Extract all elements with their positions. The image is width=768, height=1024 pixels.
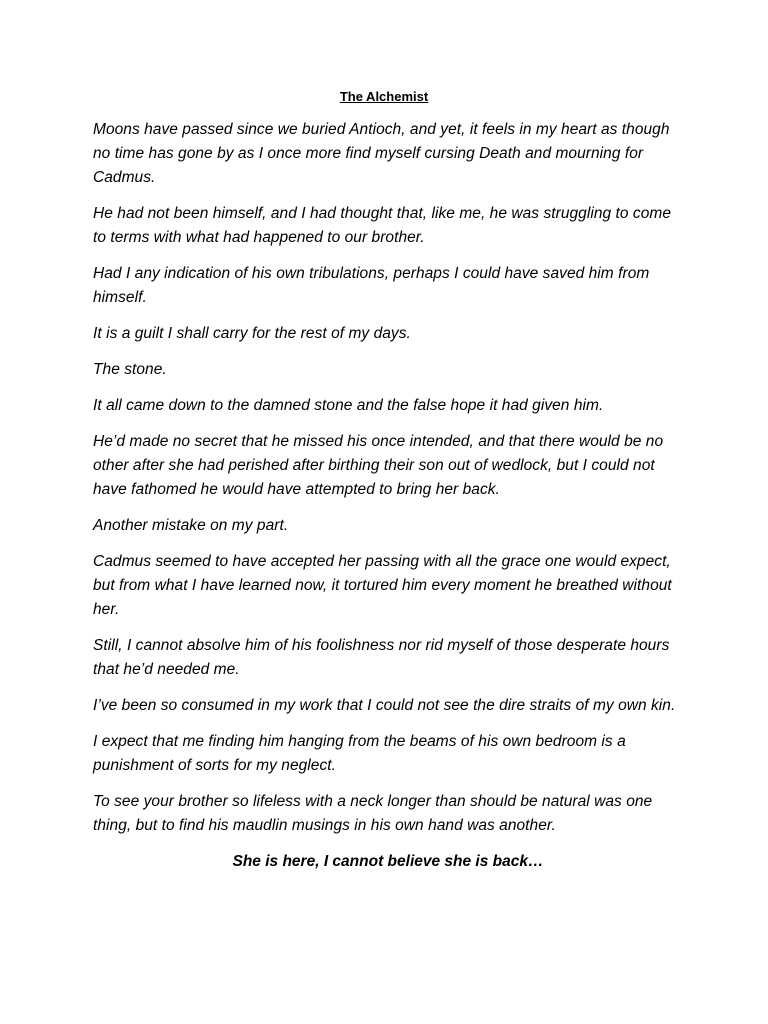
paragraph: The stone. [93,361,167,378]
paragraph: It is a guilt I shall carry for the rest of my days. [93,325,411,342]
paragraph: Had I any indication of his own tribulations, perhaps I could have saved him from himself. [93,265,650,306]
paragraph: Cadmus seemed to have accepted her passing with all the grace one would expect, but from what I have learned now, it tortured him every moment he breathed without her. [93,553,672,618]
document-body [93,118,683,874]
paragraph: Moons have passed since we buried Antioch, and yet, it feels in my heart as though no time has gone by as I once more find myself cursing Death and mourning for Cadmus. [93,121,670,186]
paragraph: Another mistake on my part. [93,517,289,534]
paragraph: It all came down to the damned stone and the false hope it had given him. [93,397,604,414]
paragraph: He had not been himself, and I had thought that, like me, he was struggling to come to terms with what had happened to our brother. [93,205,671,246]
paragraph: I expect that me finding him hanging from the beams of his own bedroom is a punishment of sorts for my neglect. [93,733,626,774]
document-title: The Alchemist [339,89,429,104]
paragraph: To see your brother so lifeless with a neck longer than should be natural was one thing, but to find his maudlin musings in his own hand was another. [93,793,653,834]
paragraph: Still, I cannot absolve him of his foolishness nor rid myself of those desperate hours that he’d needed me. [93,637,670,678]
closing-line: She is here, I cannot believe she is back… [232,853,544,870]
paragraph: He’d made no secret that he missed his once intended, and that there would be no other after she had perished after birthing their son out of wedlock, but I could not have fathomed he would have attempted to bring her back. [93,433,664,498]
paragraph: I’ve been so consumed in my work that I could not see the dire straits of my own kin. [93,697,676,714]
